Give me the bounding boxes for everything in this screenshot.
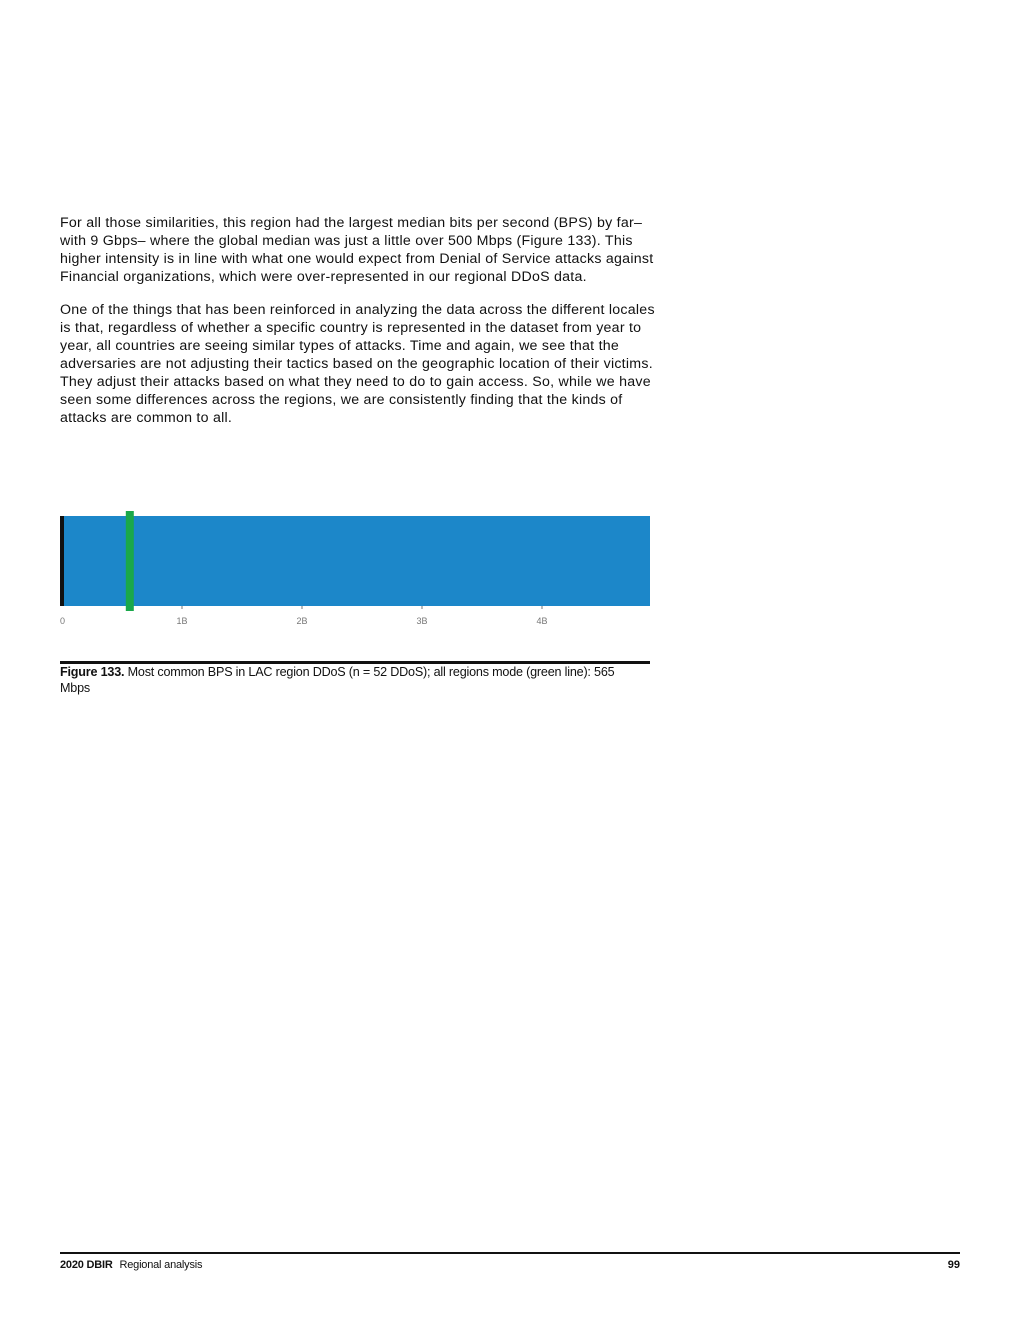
x-tick-label: 2B — [296, 616, 308, 626]
footer-rule — [60, 1252, 960, 1254]
section-name: Regional analysis — [119, 1259, 203, 1271]
reference-line — [126, 511, 134, 611]
zero-baseline — [60, 516, 64, 606]
report-name: 2020 DBIR — [60, 1259, 113, 1271]
bps-bar — [62, 516, 650, 606]
figure-label: Figure 133. — [60, 665, 125, 679]
bps-chart — [58, 505, 658, 635]
x-tick-label: 4B — [536, 616, 548, 626]
paragraph: One of the things that has been reinforced in analyzing the data across the different locales is that, regardless of whether a specific country is represented in the dataset from year to year, all countries are seeing similar types of attacks. Time and again, we see that the adversaries are not adjusting their tactics based on the geographic location of their victims. They adjust their attacks based on what they need to do to gain access. So, while we have seen some differences across the regions, we are consistently finding that the kinds of attacks are common to all. — [60, 302, 655, 426]
caption-rule — [60, 661, 650, 664]
paragraph: For all those similarities, this region had the largest median bits per second (BPS) by far– with 9 Gbps– where the global median was just a little over 500 Mbps (Figure 133). This higher intensity is in line with what one would expect from Denial of Service attacks against Financial organizations, which were over-represented in our regional DDoS data. — [60, 215, 654, 285]
figure-caption — [60, 665, 620, 696]
page-number: 99 — [947, 1259, 960, 1271]
x-tick-label: 1B — [176, 616, 188, 626]
figure-caption-text: Most common BPS in LAC region DDoS (n = 52 DDoS); all regions mode (green line): 565 Mbps — [60, 665, 615, 695]
x-tick-label: 3B — [416, 616, 428, 626]
body-text — [60, 214, 660, 442]
footer-title — [60, 1259, 202, 1271]
x-tick-label: 0 — [60, 616, 66, 626]
